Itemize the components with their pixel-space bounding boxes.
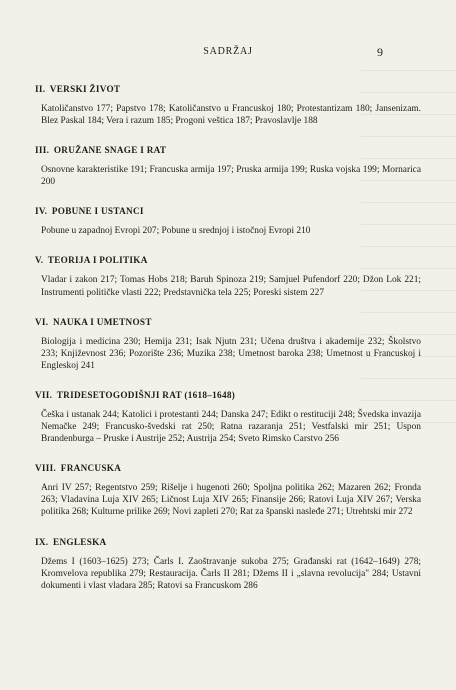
section-heading <box>35 206 421 216</box>
toc-section <box>35 206 421 237</box>
section-title: ORUŽANE SNAGE I RAT <box>53 145 167 156</box>
section-heading <box>35 463 421 473</box>
section-title: VERSKI ŽIVOT <box>49 84 121 94</box>
section-title: TRIDESETOGODIŠNJI RAT (1618–1648) <box>56 389 236 400</box>
section-number: IV. <box>35 206 48 217</box>
section-number: VI. <box>35 316 49 327</box>
table-of-contents <box>35 84 421 610</box>
section-number: VIII. <box>35 463 57 474</box>
section-entries: Katoličanstvo 177; Papstvo 178; Katoličanstvo u Francuskoj 180; Protestantizam 180; Jansenizam. Blez Paskal 184; Vera i razum 185; Progoni veštica 187; Pravoslavlje 188 <box>41 104 421 127</box>
section-heading <box>35 84 421 94</box>
section-entries: Pobune u zapadnoj Evropi 207; Pobune u srednjoj i istočnoj Evropi 210 <box>41 226 311 237</box>
toc-section <box>35 390 421 445</box>
page-header <box>0 46 456 60</box>
section-entries: Anri IV 257; Regentstvo 259; Rišelje i hugenoti 260; Spoljna politika 262; Mazaren 262; Fronda 263; Vladavina Luja XIV 265; Ličnost Luja XIV 265; Finansije 266; Ratovi Luja XIV 267; Verska politika 268; Kulturne prilike 269; Novi zapleti 270; Rat za španski nasleđe 271; Utrehtski mir 272 <box>41 483 421 518</box>
toc-section <box>35 463 421 518</box>
section-title: NAUKA I UMETNOST <box>53 316 152 327</box>
section-entries: Vladar i zakon 217; Tomas Hobs 218; Baruh Spinoza 219; Samjuel Pufendorf 220; Džon Lok 221; Instrumenti političke vlasti 222; Predstavnička tela 225; Poreski sistem 227 <box>41 275 421 298</box>
toc-section <box>35 317 421 372</box>
toc-section <box>35 537 421 592</box>
section-entries: Osnovne karakteristike 191; Francuska armija 197; Pruska armija 199; Ruska vojska 199; Mornarica 200 <box>41 165 421 188</box>
section-number: V. <box>35 255 44 266</box>
section-title: POBUNE I USTANCI <box>51 206 144 217</box>
section-heading <box>35 145 421 155</box>
section-heading <box>35 390 421 400</box>
section-entries: Biologija i medicina 230; Hemija 231; Isak Njutn 231; Učena društva i akademije 232; Školstvo 233; Književnost 236; Pozorište 236; Muzika 238; Umetnost baroka 238; Umetnost u Francuskoj i Engleskoj 241 <box>41 336 421 371</box>
toc-section <box>35 255 421 298</box>
running-title: SADRŽAJ <box>203 46 253 57</box>
section-title: FRANCUSKA <box>60 463 122 474</box>
toc-section <box>35 84 421 127</box>
section-entries: Češka i ustanak 244; Katolici i protestanti 244; Danska 247; Edikt o restituciji 248; Švedska invazija Nemačke 249; Francusko-švedski rat 250; Ratna razaranja 251; Vestfalski mir 251; Uspon Brandenburga – Pruske i Austrije 252; Austrija 254; Sveto Rimsko Carstvo 256 <box>41 409 421 445</box>
page-number: 9 <box>377 45 383 59</box>
section-entries: Džems I (1603–1625) 273; Čarls I. Zaoštravanje sukoba 275; Građanski rat (1642–1649) 278; Kromvelova republika 279; Restauracija. Čarls II 281; Džems II i „slavna revolucija" 284; Ustavni dokumenti i vlast vladara 285; Ratovi sa Francuskom 286 <box>41 556 421 591</box>
section-title: TEORIJA I POLITIKA <box>47 255 148 266</box>
section-number: III. <box>35 145 50 156</box>
section-number: IX. <box>35 536 49 547</box>
section-heading <box>35 317 421 327</box>
section-heading <box>35 255 421 265</box>
section-number: II. <box>35 84 46 94</box>
section-heading <box>35 537 421 547</box>
toc-section <box>35 145 421 188</box>
section-number: VII. <box>35 389 53 400</box>
section-title: ENGLESKA <box>53 536 107 547</box>
